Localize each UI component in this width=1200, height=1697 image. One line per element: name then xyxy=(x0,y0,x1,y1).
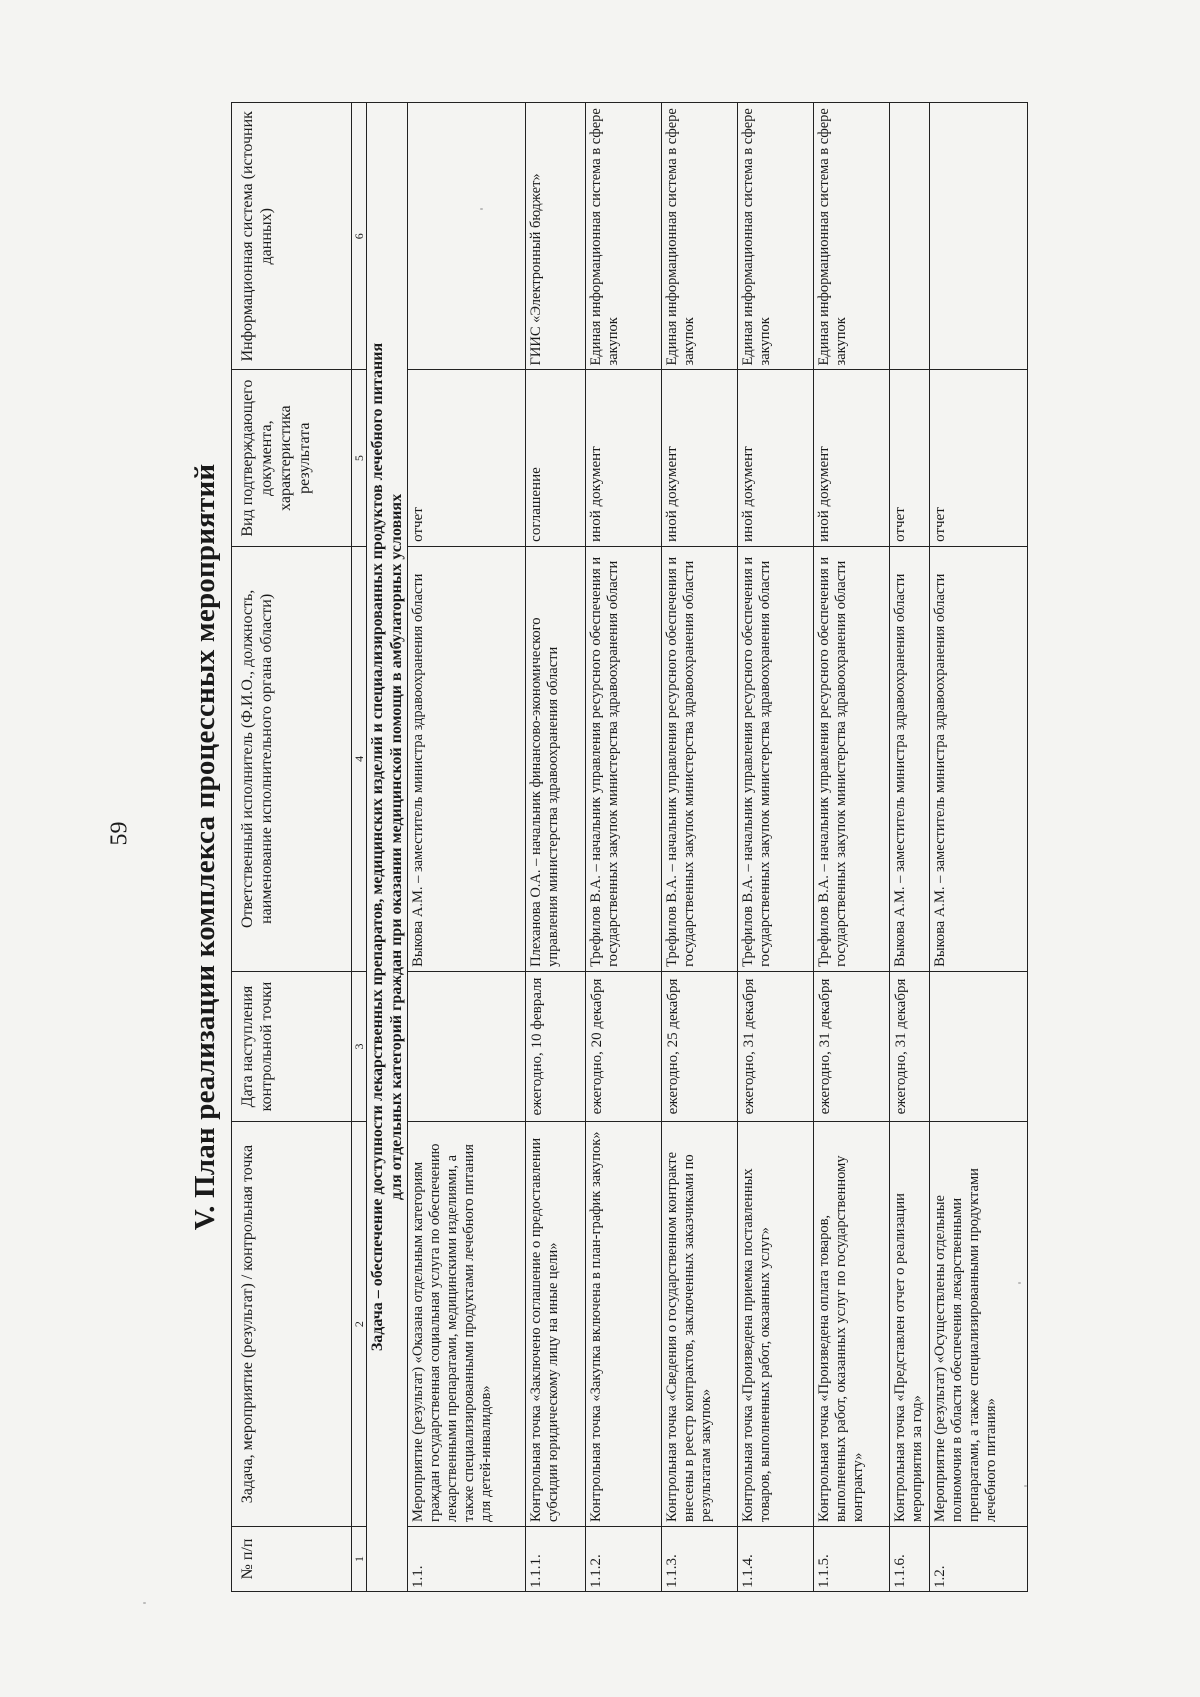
row-num: 1.2. xyxy=(930,1526,1028,1591)
row-executor: Трефилов В.А. – начальник управления ресурсного обеспечения и государственных закупок министерства здравоохранения области xyxy=(738,546,814,971)
task-cell xyxy=(367,103,408,1592)
row-date: ежегодно, 20 декабря xyxy=(586,971,662,1121)
row-doc: отчет xyxy=(930,370,1028,546)
row-system: ГИИС «Электронный бюджет» xyxy=(526,103,586,370)
page-title: V. План реализации комплекса процессных мероприятий xyxy=(189,463,221,1231)
table-row xyxy=(890,103,930,1592)
table-row xyxy=(662,103,738,1592)
header-item: Задача, мероприятие (результат) / контрольная точка xyxy=(232,1122,352,1527)
row-item: Контрольная точка «Заключено соглашение о предоставлении субсидии юридическому лицу на иные цели» xyxy=(526,1122,586,1527)
row-doc: иной документ xyxy=(586,370,662,546)
header-num: № п/п xyxy=(232,1526,352,1591)
table-row xyxy=(408,103,526,1592)
row-num: 1.1.2. xyxy=(586,1526,662,1591)
row-item: Мероприятие (результат) «Оказана отдельным категориям граждан государственная социальная услуга по обеспечению лекарственными препаратами, медицинскими изделиями, а также специализированными продуктами лечебного питания для детей-инвалидов» xyxy=(408,1122,526,1527)
row-item: Мероприятие (результат) «Осуществлены отдельные полномочия в области обеспечения лекарственными препаратами, а также специализированными продуктами лечебного питания» xyxy=(930,1122,1028,1527)
table-row xyxy=(738,103,814,1592)
row-num: 1.1.4. xyxy=(738,1526,814,1591)
row-system xyxy=(890,103,930,370)
plan-table xyxy=(231,102,1028,1592)
rotated-page-content xyxy=(179,102,1200,1592)
row-date xyxy=(930,971,1028,1121)
row-system: Единая информационная система в сфере закупок xyxy=(586,103,662,370)
row-executor: Трефилов В.А. – начальник управления ресурсного обеспечения и государственных закупок министерства здравоохранения области xyxy=(662,546,738,971)
row-doc: иной документ xyxy=(738,370,814,546)
row-date xyxy=(408,971,526,1121)
row-item: Контрольная точка «Произведена приемка поставленных товаров, выполненных работ, оказанных услуг» xyxy=(738,1122,814,1527)
row-system: Единая информационная система в сфере закупок xyxy=(814,103,890,370)
row-doc: отчет xyxy=(890,370,930,546)
row-item: Контрольная точка «Произведена оплата товаров, выполненных работ, оказанных услуг по государственному контракту» xyxy=(814,1122,890,1527)
row-system: Единая информационная система в сфере закупок xyxy=(662,103,738,370)
row-doc: иной документ xyxy=(662,370,738,546)
table-row xyxy=(526,103,586,1592)
table-row xyxy=(930,103,1028,1592)
row-system xyxy=(408,103,526,370)
colnum-3: 3 xyxy=(352,971,367,1121)
header-executor: Ответственный исполнитель (Ф.И.О., должность, наименование исполнительного органа области) xyxy=(232,546,352,971)
colnum-6: 6 xyxy=(352,103,367,370)
column-number-row xyxy=(352,103,367,1592)
row-executor: Выкова А.М. – заместитель министра здравоохранения области xyxy=(930,546,1028,971)
table-row xyxy=(586,103,662,1592)
row-executor: Трефилов В.А. – начальник управления ресурсного обеспечения и государственных закупок министерства здравоохранения области xyxy=(586,546,662,971)
row-system xyxy=(930,103,1028,370)
row-doc: отчет xyxy=(408,370,526,546)
row-doc: иной документ xyxy=(814,370,890,546)
row-date: ежегодно, 25 декабря xyxy=(662,971,738,1121)
row-item: Контрольная точка «Представлен отчет о реализации мероприятия за год» xyxy=(890,1122,930,1527)
task-line-2: для отдельных категорий граждан при оказании медицинской помощи в амбулаторных условиях xyxy=(388,493,405,1201)
row-date: ежегодно, 31 декабря xyxy=(890,971,930,1121)
header-row xyxy=(232,103,352,1592)
header-system: Информационная система (источник данных) xyxy=(232,103,352,370)
row-num: 1.1. xyxy=(408,1526,526,1591)
row-num: 1.1.5. xyxy=(814,1526,890,1591)
colnum-5: 5 xyxy=(352,370,367,546)
table-row xyxy=(814,103,890,1592)
row-executor: Плеханова О.А. – начальник финансово-экономического управления министерства здравоохранения области xyxy=(526,546,586,971)
row-date: ежегодно, 31 декабря xyxy=(738,971,814,1121)
task-row xyxy=(367,103,408,1592)
row-executor: Выкова А.М. – заместитель министра здравоохранения области xyxy=(408,546,526,971)
row-executor: Выкова А.М. – заместитель министра здравоохранения области xyxy=(890,546,930,971)
colnum-2: 2 xyxy=(352,1122,367,1527)
header-doc: Вид подтверждающего документа, характеристика результата xyxy=(232,370,352,546)
row-num: 1.1.6. xyxy=(890,1526,930,1591)
row-date: ежегодно, 31 декабря xyxy=(814,971,890,1121)
row-executor: Трефилов В.А. – начальник управления ресурсного обеспечения и государственных закупок министерства здравоохранения области xyxy=(814,546,890,971)
row-num: 1.1.3. xyxy=(662,1526,738,1591)
row-num: 1.1.1. xyxy=(526,1526,586,1591)
row-item: Контрольная точка «Сведения о государственном контракте внесены в реестр контрактов, заключенных заказчиками по результатам закупок» xyxy=(662,1122,738,1527)
header-date: Дата наступления контрольной точки xyxy=(232,971,352,1121)
row-item: Контрольная точка «Закупка включена в план-график закупок» xyxy=(586,1122,662,1527)
row-date: ежегодно, 10 февраля xyxy=(526,971,586,1121)
task-line-1: Задача – обеспечение доступности лекарственных препаратов, медицинских изделий и специализированных продуктов лечебного питания xyxy=(369,342,386,1352)
page-number: 59 xyxy=(106,821,133,846)
colnum-1: 1 xyxy=(352,1526,367,1591)
row-system: Единая информационная система в сфере закупок xyxy=(738,103,814,370)
colnum-4: 4 xyxy=(352,546,367,971)
scan-speck xyxy=(143,1602,146,1604)
row-doc: соглашение xyxy=(526,370,586,546)
